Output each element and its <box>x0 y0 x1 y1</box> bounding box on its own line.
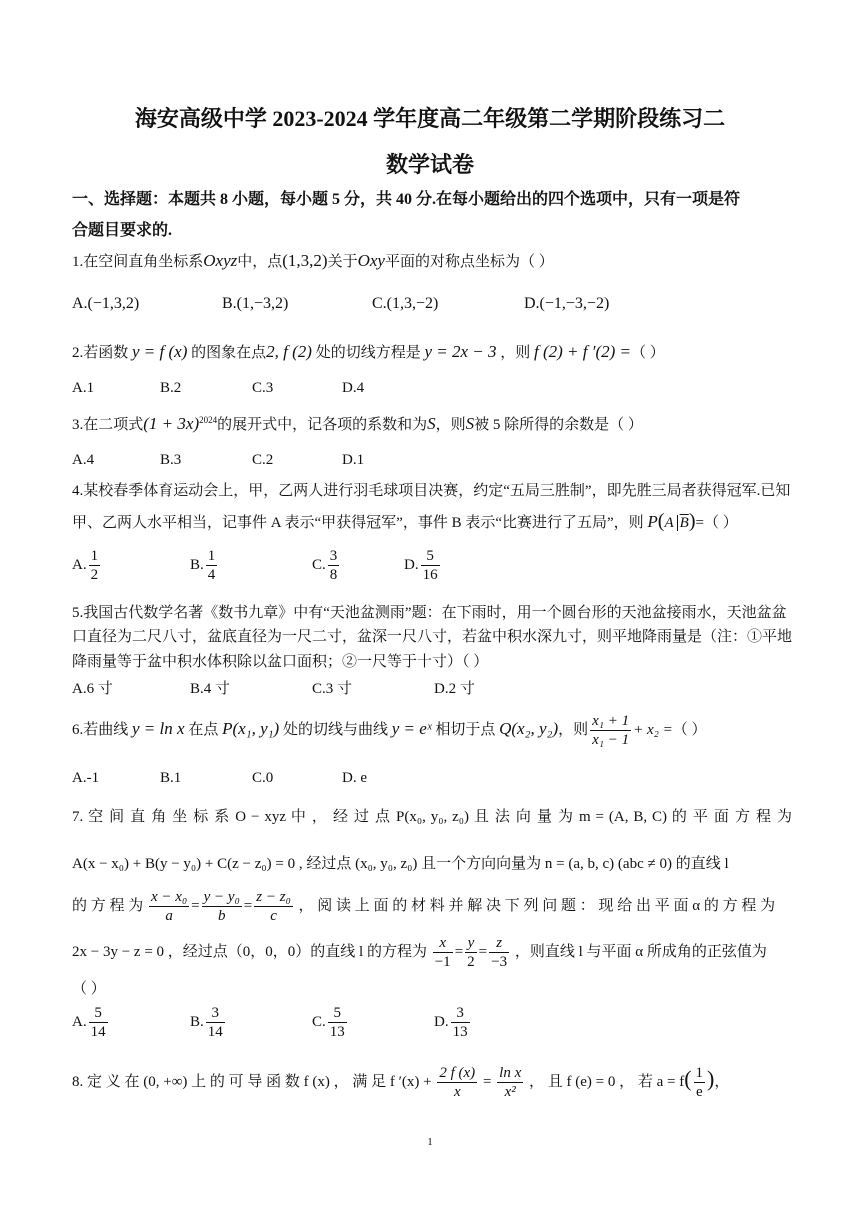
q1-math: (1,3,2) <box>282 251 328 270</box>
q7-text: 的 方 程 为 <box>72 897 144 914</box>
question-7-line-1: 7. 空 间 直 角 坐 标 系 O − xyz 中 ， 经 过 点 P(x₀, y₀, z₀) 且 法 向 量 为 m = (A, B, C) 的 平 面 方 程 为 <box>72 809 792 825</box>
q8-text: = <box>482 1073 492 1090</box>
q4-math: A <box>664 515 674 531</box>
q6-math: y = eˣ <box>391 718 432 738</box>
q1-math: Oxy <box>357 251 385 270</box>
q6-math: P(x₁, y₁) <box>222 718 280 738</box>
section-heading-line-2: 合题目要求的. <box>72 222 173 239</box>
q2-option-d: D.4 <box>342 380 365 396</box>
q3-text: ，则 <box>435 417 466 433</box>
q8-text: ， 且 f (e) = 0 ， 若 a = f <box>528 1073 685 1090</box>
q6-option-d: D. e <box>342 770 367 786</box>
question-5-line-3: 降雨量等于盆中积水体积除以盆口面积；②一尺等于十寸）（ ） <box>72 654 489 670</box>
q1-option-c: C.(1,3,−2) <box>372 295 439 312</box>
q4-option-c: C. $\frac{3}{8}$ <box>312 548 338 583</box>
q4-option-d: D. $\frac{5}{16}$ <box>404 548 438 583</box>
q3-option-d: D.1 <box>342 452 365 468</box>
q6-option-c: C.0 <box>252 770 274 786</box>
q3-text: 3.在二项式 <box>72 417 144 433</box>
question-3-stem <box>72 413 643 434</box>
question-5-line-2: 口直径为二尺八寸，盆底直径为一尺二寸，盆深一尺八寸，若盆中积水深九寸，则平地降雨量是（注：①平地 <box>72 629 793 645</box>
q5-option-d: D.2 寸 <box>434 681 475 697</box>
q6-text: 处的切线与曲线 <box>282 721 388 738</box>
q5-option-c: C.3 寸 <box>312 681 353 697</box>
q3-exponent: 2024 <box>199 415 218 425</box>
question-7-line-2: A(x − x₀) + B(y − y₀) + C(z − z₀) = 0 , 经过点 (x₀, y₀, z₀) 且一个方向向量为 n = (a, b, c) (abc ≠ 0) 的直线 l <box>72 856 729 872</box>
q6-text: 在点 <box>188 721 219 738</box>
question-6-stem <box>72 712 707 749</box>
q7-option-d: D. $\frac{3}{13}$ <box>434 1005 468 1040</box>
q4-option-a: A. $\frac{1}{2}$ <box>72 548 99 583</box>
q2-option-a: A.1 <box>72 380 95 396</box>
q7-option-b: B. $\frac{3}{14}$ <box>190 1005 223 1040</box>
q1-text: 平面的对称点坐标为（ ） <box>384 254 554 270</box>
q2-option-c: C.3 <box>252 380 274 396</box>
q2-text: 的图象在点 <box>191 345 267 361</box>
q2-math: f (2) + f ′(2) = <box>534 342 632 361</box>
q1-text: 1.在空间直角坐标系 <box>72 254 204 270</box>
q7-option-a: A. $\frac{5}{14}$ <box>72 1005 106 1040</box>
q4-math: P <box>647 512 658 531</box>
q4-option-b: B. $\frac{1}{4}$ <box>190 548 216 583</box>
q3-math: S <box>427 414 436 433</box>
q1-option-a: A.(−1,3,2) <box>72 295 140 312</box>
q6-math: y = ln x <box>132 718 185 738</box>
q3-option-a: A.4 <box>72 452 95 468</box>
q3-text: 的展开式中，记各项的系数和为 <box>217 417 428 433</box>
question-8-stem: 8. 定 义 在 (0, +∞) 上 的 可 导 函 数 f (x) ， 满 足 f ′(x) + $\frac{2 f (x)}{x}$ = $\frac{\text{ln x}}{\text{x²}}$ ， 且 f (e) = 0 ， 若 a = f( $\frac{1}{e}$ )， <box>72 1065 730 1100</box>
q2-math: 2, f (2) <box>266 342 312 361</box>
q6-option-b: B.1 <box>160 770 182 786</box>
page-number: 1 <box>427 1136 433 1148</box>
q3-option-b: B.3 <box>160 452 182 468</box>
q4-text: =（ ） <box>695 515 738 531</box>
q1-option-d: D.(−1,−3,−2) <box>524 295 610 312</box>
q2-text: ，则 <box>500 345 531 361</box>
q6-option-a: A.-1 <box>72 770 100 786</box>
question-5-line-1: 5.我国古代数学名著《数书九章》中有“天池盆测雨”题：在下雨时，用一个圆台形的天池盆接雨水，天池盆盆 <box>72 605 787 621</box>
question-7-line-3: 的 方 程 为 $\frac{\text{x − x₀}}{a}$ = $\frac{\text{y − y₀}}{b}$ = $\frac{\text{z − z₀}}{c}$ ， 阅 读 上 面 的 材 料 并 解 决 下 列 问 题 ： 现 给 出 平 面 α 的 方 程 为 <box>72 889 776 924</box>
question-1-stem <box>72 250 554 271</box>
q5-option-b: B.4 寸 <box>190 681 231 697</box>
q1-math: Oxyz <box>203 251 238 270</box>
q3-option-c: C.2 <box>252 452 274 468</box>
q1-text: 关于 <box>327 254 358 270</box>
q4-text: 甲、乙两人水平相当，记事件 A 表示“甲获得冠军”，事件 B 表示“比赛进行了五局”，则 <box>72 515 644 531</box>
q3-text: 被 5 除所得的余数是（ ） <box>474 417 643 433</box>
exam-title: 海安高级中学 2023-2024 学年度高二年级第二学期阶段练习二 <box>134 106 726 131</box>
q1-option-b: B.(1,−3,2) <box>222 295 289 312</box>
q7-text: ，则直线 l 与平面 α 所成角的正弦值为 <box>514 943 767 960</box>
q8-text: 8. 定 义 在 (0, +∞) 上 的 可 导 函 数 f (x) ， 满 足 f ′(x) + <box>72 1073 432 1090</box>
q4-math: $\overline{B}$ <box>679 515 689 531</box>
q5-option-a: A.6 寸 <box>72 681 113 697</box>
q2-text: 2.若函数 <box>72 345 129 361</box>
q1-text: 中，点 <box>237 254 283 270</box>
q8-text: ， <box>714 1073 730 1090</box>
exam-subtitle: 数学试卷 <box>385 152 474 177</box>
q6-math: + x₂ = <box>633 721 673 738</box>
question-7-line-5: （ ） <box>72 981 106 997</box>
q3-math: (1 + 3x) <box>143 414 200 433</box>
question-7-line-4: 2x − 3y − z = 0 ，经过点（0，0，0）的直线 l 的方程为 $\frac{x}{-1}$ = $\frac{y}{2}$ = $\frac{z}{-3}$ ，则直线 l 与平面 α 所成角的正弦值为 <box>72 935 767 970</box>
q3-math: S <box>465 414 475 433</box>
q7-option-c: C. $\frac{5}{13}$ <box>312 1005 345 1040</box>
q6-math: Q(x₂, y₂) <box>499 718 559 738</box>
question-2-stem <box>72 341 665 362</box>
q6-text: （ ） <box>672 721 707 738</box>
question-4-line-2: 甲、乙两人水平相当，记事件 A 表示“甲获得冠军”，事件 B 表示“比赛进行了五局”，则 P(A $\overline{B})=$（ ） <box>72 510 738 532</box>
q6-text: 6.若曲线 <box>72 721 129 738</box>
q2-text: （ ） <box>631 345 665 361</box>
q2-option-b: B.2 <box>160 380 182 396</box>
section-heading <box>72 184 792 246</box>
section-heading-line-1: 一、选择题：本题共 8 小题，每小题 5 分，共 40 分.在每小题给出的四个选项中，只有一项是符 <box>72 191 741 208</box>
q7-text: ， 阅 读 上 面 的 材 料 并 解 决 下 列 问 题 ： 现 给 出 平 面 α 的 方 程 为 <box>298 897 776 914</box>
q2-math: y = 2x − 3 <box>424 342 497 361</box>
q2-math: y = f (x) <box>132 342 188 361</box>
q6-fraction: $\frac{\text{x₁ + 1}}{\text{x₁ − 1}}$ <box>592 713 630 748</box>
q2-text: 处的切线方程是 <box>315 345 421 361</box>
q6-text: ，则 <box>558 721 589 738</box>
q6-text: 相切于点 <box>435 721 496 738</box>
question-4-line-1: 4.某校春季体育运动会上，甲，乙两人进行羽毛球项目决赛，约定“五局三胜制”，即先胜三局者获得冠军.已知 <box>72 483 791 499</box>
q7-text: 2x − 3y − z = 0 ，经过点（0，0，0）的直线 l 的方程为 <box>72 943 427 960</box>
